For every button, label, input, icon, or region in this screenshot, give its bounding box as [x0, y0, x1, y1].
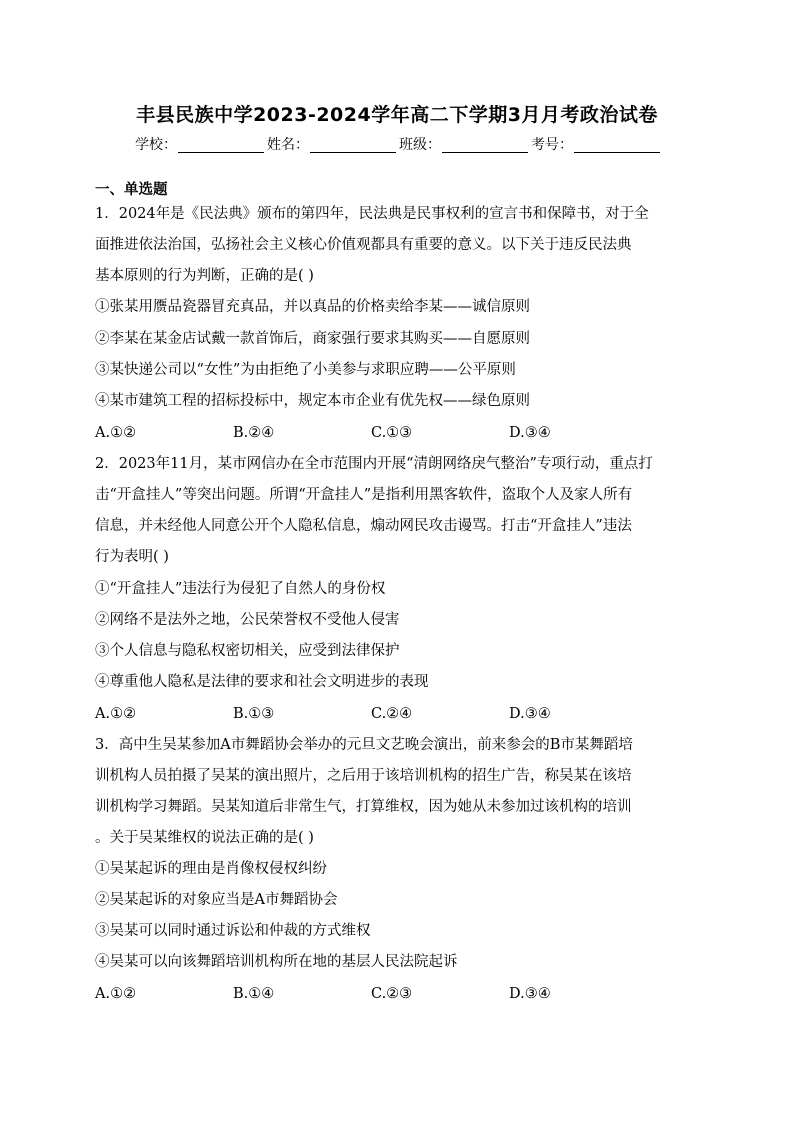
student-info-row — [0, 134, 794, 156]
question-2-stem-line: 击“开盒挂人”等突出问题。所谓“开盒挂人”是指利用黑客软件，盗取个人及家人所有 — [95, 487, 633, 503]
class-label: 班级： — [399, 137, 441, 153]
question-3-stem-line: 训机构人员拍摄了吴某的演出照片，之后用于该培训机构的招生广告，称吴某在该培 — [95, 768, 632, 784]
option-d[interactable]: D.③④ — [509, 425, 551, 441]
question-2-statement: ①“开盒挂人”违法行为侵犯了自然人的身份权 — [95, 581, 386, 597]
class-blank[interactable] — [442, 136, 528, 153]
question-1-statement: ③某快递公司以“女性”为由拒绝了小美参与求职应聘——公平原则 — [95, 362, 516, 378]
question-2-statement: ②网络不是法外之地，公民荣誉权不受他人侵害 — [95, 612, 400, 628]
option-d[interactable]: D.③④ — [509, 706, 551, 722]
question-3-stem-line: 3．高中生吴某参加A市舞蹈协会举办的元旦文艺晚会演出，前来参会的B市某舞蹈培 — [95, 737, 633, 753]
question-2-stem-line: 行为表明( ) — [95, 549, 169, 565]
question-3-statement: ④吴某可以向该舞蹈培训机构所在地的基层人民法院起诉 — [95, 954, 458, 970]
exam-title: 丰县民族中学2023-2024学年高二下学期3月月考政治试卷 — [136, 104, 658, 126]
option-b[interactable]: B.②④ — [233, 425, 275, 441]
question-2-stem-line: 信息，并未经他人同意公开个人隐私信息，煽动网民攻击谩骂。打击“开盒挂人”违法 — [95, 518, 632, 534]
school-label: 学校： — [135, 137, 177, 153]
question-3-statement: ①吴某起诉的理由是肖像权侵权纠纷 — [95, 861, 327, 877]
option-b[interactable]: B.①③ — [233, 706, 275, 722]
question-1-stem-line: 基本原则的行为判断，正确的是( ) — [95, 268, 314, 284]
option-d[interactable]: D.③④ — [509, 986, 551, 1002]
question-2-stem-line: 2．2023年11月，某市网信办在全市范围内开展“清朗网络戾气整治”专项行动，重点打 — [95, 456, 653, 472]
option-c[interactable]: C.②④ — [371, 706, 413, 722]
question-1-stem-line: 面推进依法治国，弘扬社会主义核心价值观都具有重要的意义。以下关于违反民法典 — [95, 237, 632, 253]
option-a[interactable]: A.①② — [95, 706, 137, 722]
option-c[interactable]: C.②③ — [371, 986, 413, 1002]
exam-number-label: 考号： — [531, 137, 573, 153]
section-title: 一、单选题 — [95, 182, 168, 198]
question-1-stem-line: 1．2024年是《民法典》颁布的第四年，民法典是民事权利的宣言书和保障书，对于全 — [95, 206, 649, 222]
school-blank[interactable] — [178, 136, 264, 153]
option-a[interactable]: A.①② — [95, 986, 137, 1002]
question-3-stem-line: 训机构学习舞蹈。吴某知道后非常生气，打算维权，因为她从未参加过该机构的培训 — [95, 799, 632, 815]
question-1-statement: ④某市建筑工程的招标投标中，规定本市企业有优先权——绿色原则 — [95, 393, 530, 409]
question-3-stem-line: 。关于吴某维权的说法正确的是( ) — [95, 830, 314, 846]
question-2-statement: ③个人信息与隐私权密切相关，应受到法律保护 — [95, 643, 400, 659]
name-blank[interactable] — [310, 136, 396, 153]
question-1-statement: ②李某在某金店试戴一款首饰后，商家强行要求其购买——自愿原则 — [95, 331, 530, 347]
name-label: 姓名： — [267, 137, 309, 153]
question-2-statement: ④尊重他人隐私是法律的要求和社会文明进步的表现 — [95, 674, 429, 690]
option-a[interactable]: A.①② — [95, 425, 137, 441]
exam-number-blank[interactable] — [574, 136, 660, 153]
question-3-statement: ③吴某可以同时通过诉讼和仲裁的方式维权 — [95, 923, 371, 939]
option-c[interactable]: C.①③ — [371, 425, 413, 441]
option-b[interactable]: B.①④ — [233, 986, 275, 1002]
question-1-statement: ①张某用赝品瓷器冒充真品，并以真品的价格卖给李某——诚信原则 — [95, 299, 530, 315]
question-3-statement: ②吴某起诉的对象应当是A市舞蹈协会 — [95, 892, 338, 908]
